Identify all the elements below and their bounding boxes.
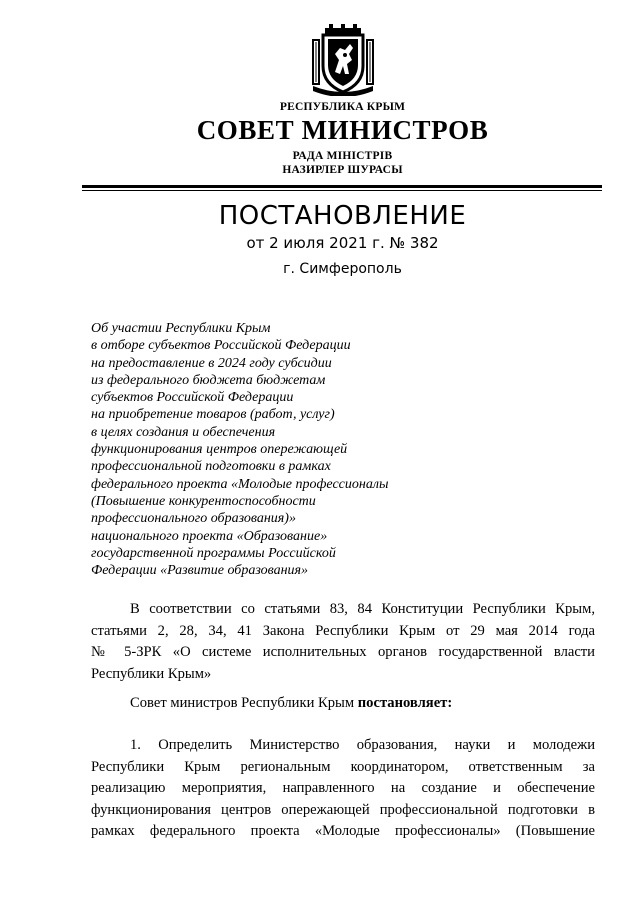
paragraph-line: № 5-ЗРК «О системе исполнительных органов государственной власти (91, 644, 595, 660)
paragraph-line: реализацию мероприятия, направленного на создание и обеспечение (91, 780, 595, 796)
decree-clause-line (91, 693, 595, 715)
document-type: ПОСТАНОВЛЕНИЕ (218, 201, 467, 231)
subject-line: национального проекта «Образование» (91, 528, 328, 544)
document-subject (91, 320, 491, 579)
header-divider-thin (82, 190, 602, 191)
document-city: г. Симферополь (283, 261, 402, 277)
subject-line: профессиональной подготовки в рамках (91, 459, 331, 475)
decree-verb: постановляет: (357, 695, 453, 711)
region-name: РЕСПУБЛИКА КРЫМ (279, 101, 406, 113)
subject-line: (Повышение конкурентоспособности (91, 493, 316, 509)
subject-line: на приобретение товаров (работ, услуг) (91, 407, 335, 423)
paragraph-line: В соответствии со статьями 83, 84 Конституции Республики Крым, (130, 601, 595, 617)
subject-line: из федерального бюджета бюджетам (91, 372, 326, 388)
paragraph-line: Республики Крым региональным координатором, ответственным за (91, 758, 595, 775)
paragraph-line: функционирования центров опережающей профессиональной подготовки в (91, 801, 595, 818)
subject-line: функционирования центров опережающей (91, 442, 348, 458)
paragraph-line: статьями 2, 28, 34, 41 Закона Республики Крым от 29 мая 2014 года (91, 622, 595, 639)
subject-line: на предоставление в 2024 году субсидии (91, 355, 332, 371)
organization-title: СОВЕТ МИНИСТРОВ (196, 115, 489, 145)
subject-line: федерального проекта «Молодые профессионалы (91, 476, 389, 492)
subject-line: в отборе субъектов Российской Федерации (91, 338, 351, 354)
organization-title-crimean-tatar: НАЗИРЛЕР ШУРАСЫ (282, 164, 403, 176)
subject-line: Об участии Республики Крым (91, 321, 271, 336)
preamble-paragraph (91, 599, 595, 685)
organization-title-ukrainian: РАДА МІНІСТРІВ (292, 150, 393, 162)
item-1-paragraph (91, 735, 595, 843)
subject-line: субъектов Российской Федерации (91, 390, 294, 406)
document-date-number: от 2 июля 2021 г. № 382 (246, 234, 439, 252)
subject-line: Федерации «Развитие образования» (91, 563, 309, 579)
paragraph-line: рамках федерального проекта «Молодые профессионалы» (Повышение (91, 823, 595, 839)
subject-line: государственной программы Российской (91, 545, 336, 561)
paragraph-line: Республики Крым» (91, 665, 212, 682)
decree-clause (91, 693, 595, 715)
crimea-coat-of-arms-icon (309, 24, 377, 96)
paragraph-line: 1. Определить Министерство образования, науки и молодежи (130, 737, 595, 753)
decree-intro-text: Совет министров Республики Крым (130, 695, 355, 711)
subject-line: в целях создания и обеспечения (91, 424, 276, 440)
subject-line: профессионального образования)» (91, 511, 296, 527)
header-divider-thick (82, 185, 602, 188)
